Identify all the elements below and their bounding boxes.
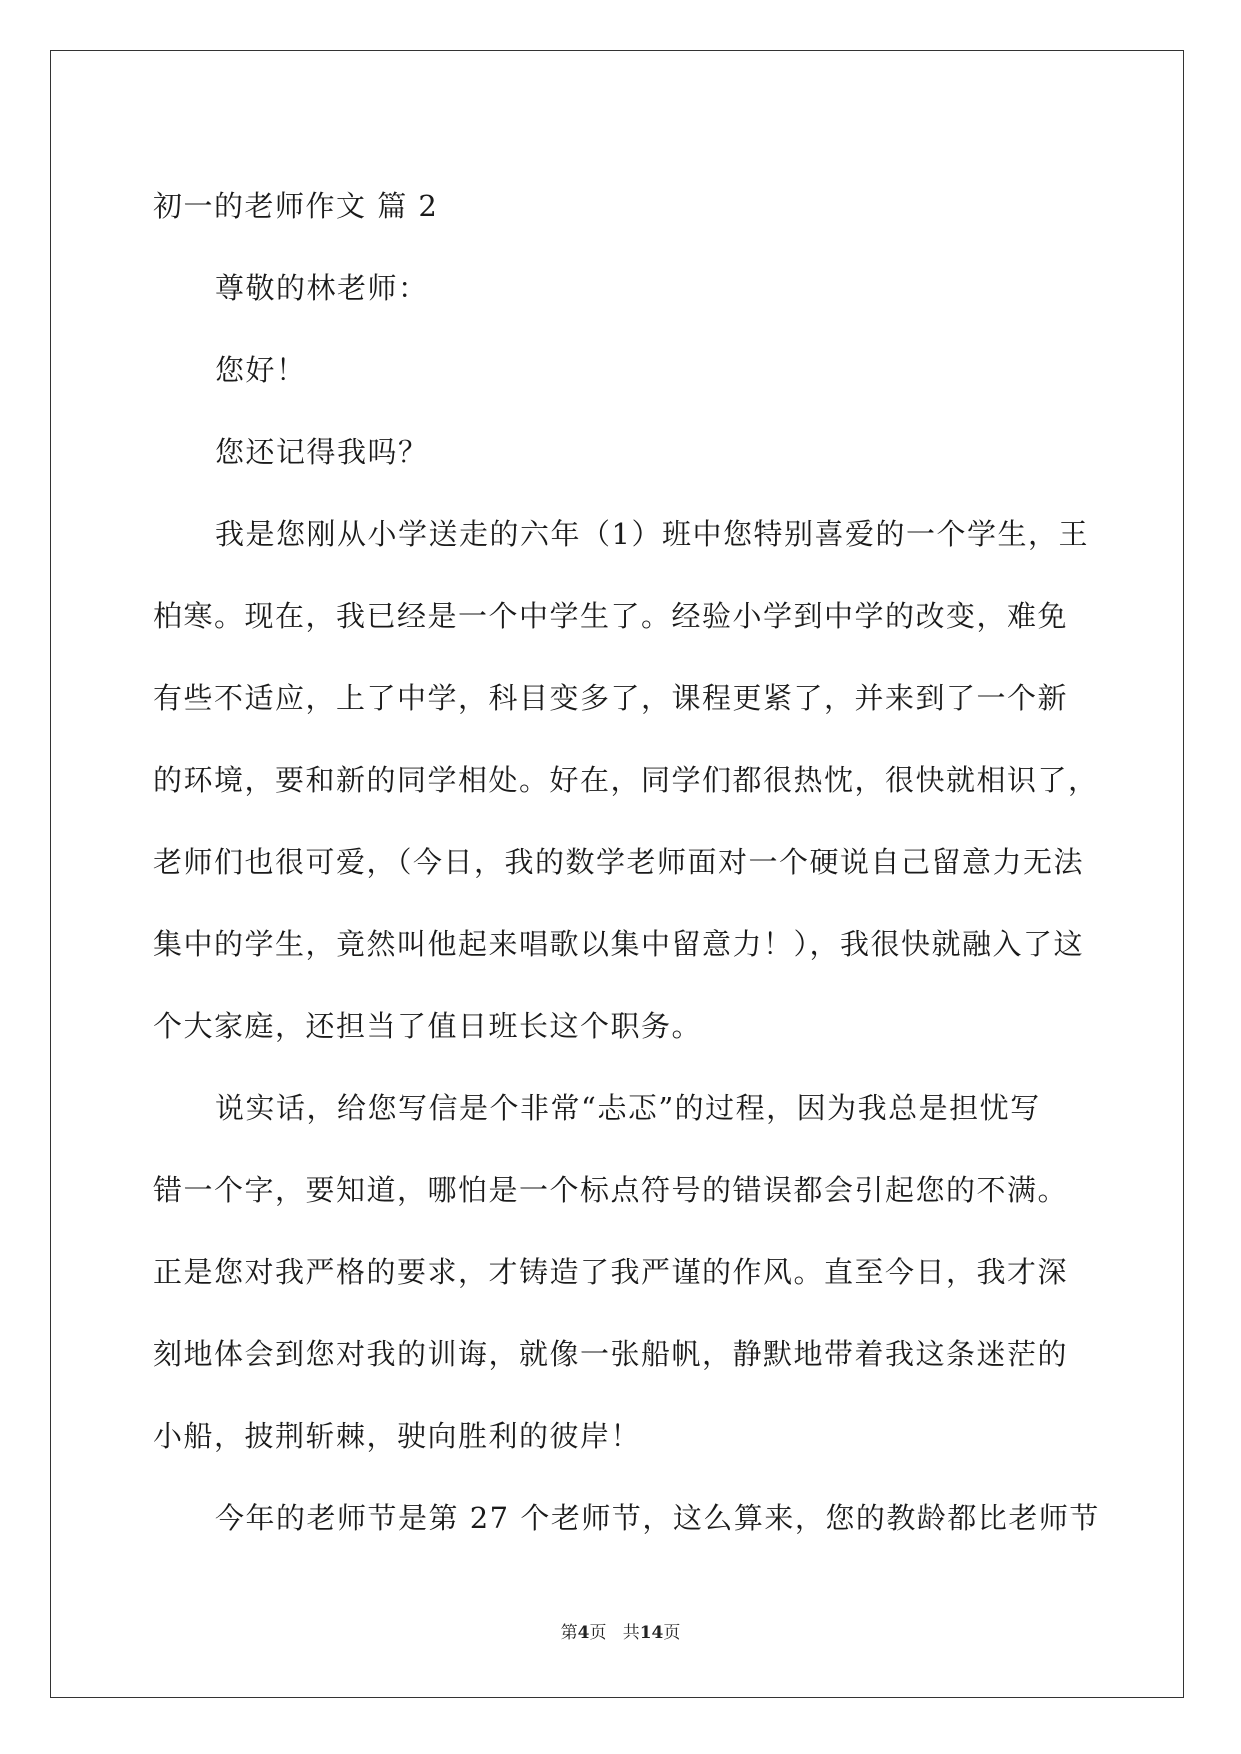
- page-prefix: 第: [560, 1623, 578, 1643]
- page-footer: [0, 1618, 1241, 1643]
- paragraph-line: 我是您刚从小学送走的六年（1）班中您特别喜爱的一个学生，王: [215, 517, 1089, 551]
- paragraph-line: 集中的学生，竟然叫他起来唱歌以集中留意力！），我很快就融入了这: [153, 927, 1085, 961]
- paragraph-line: 您还记得我吗？: [215, 435, 429, 469]
- greeting: 您好！: [215, 353, 307, 387]
- paragraph-line: 柏寒。现在，我已经是一个中学生了。经验小学到中学的改变，难免: [153, 599, 1069, 633]
- page-suffix: 页: [589, 1623, 607, 1643]
- paragraph-line: 错一个字，要知道，哪怕是一个标点符号的错误都会引起您的不满。: [153, 1173, 1069, 1207]
- total-pages: 14: [639, 1623, 664, 1643]
- paragraph-line: 有些不适应，上了中学，科目变多了，课程更紧了，并来到了一个新: [153, 681, 1069, 715]
- salutation: 尊敬的林老师：: [215, 271, 429, 305]
- paragraph-line: 说实话，给您写信是个非常“忐忑”的过程，因为我总是担忧写: [215, 1091, 1041, 1125]
- total-suffix: 页: [663, 1623, 681, 1643]
- paragraph-line: 老师们也很可爱，（今日，我的数学老师面对一个硬说自己留意力无法: [153, 845, 1085, 879]
- paragraph-line: 刻地体会到您对我的训诲，就像一张船帆，静默地带着我这条迷茫的: [153, 1337, 1069, 1371]
- paragraph-line: 小船，披荆斩棘，驶向胜利的彼岸！: [153, 1419, 642, 1453]
- paragraph-line: 的环境，要和新的同学相处。好在，同学们都很热忱，很快就相识了，: [153, 763, 1099, 797]
- page-number: 4: [577, 1623, 590, 1643]
- paragraph-line: 今年的老师节是第 27 个老师节，这么算来，您的教龄都比老师节: [215, 1501, 1100, 1535]
- total-prefix: 共: [622, 1623, 640, 1643]
- paragraph-line: 正是您对我严格的要求，才铸造了我严谨的作风。直至今日，我才深: [153, 1255, 1069, 1289]
- document-body: [153, 165, 1100, 1559]
- document-title: 初一的老师作文 篇 2: [153, 189, 439, 223]
- paragraph-line: 个大家庭，还担当了值日班长这个职务。: [153, 1009, 703, 1043]
